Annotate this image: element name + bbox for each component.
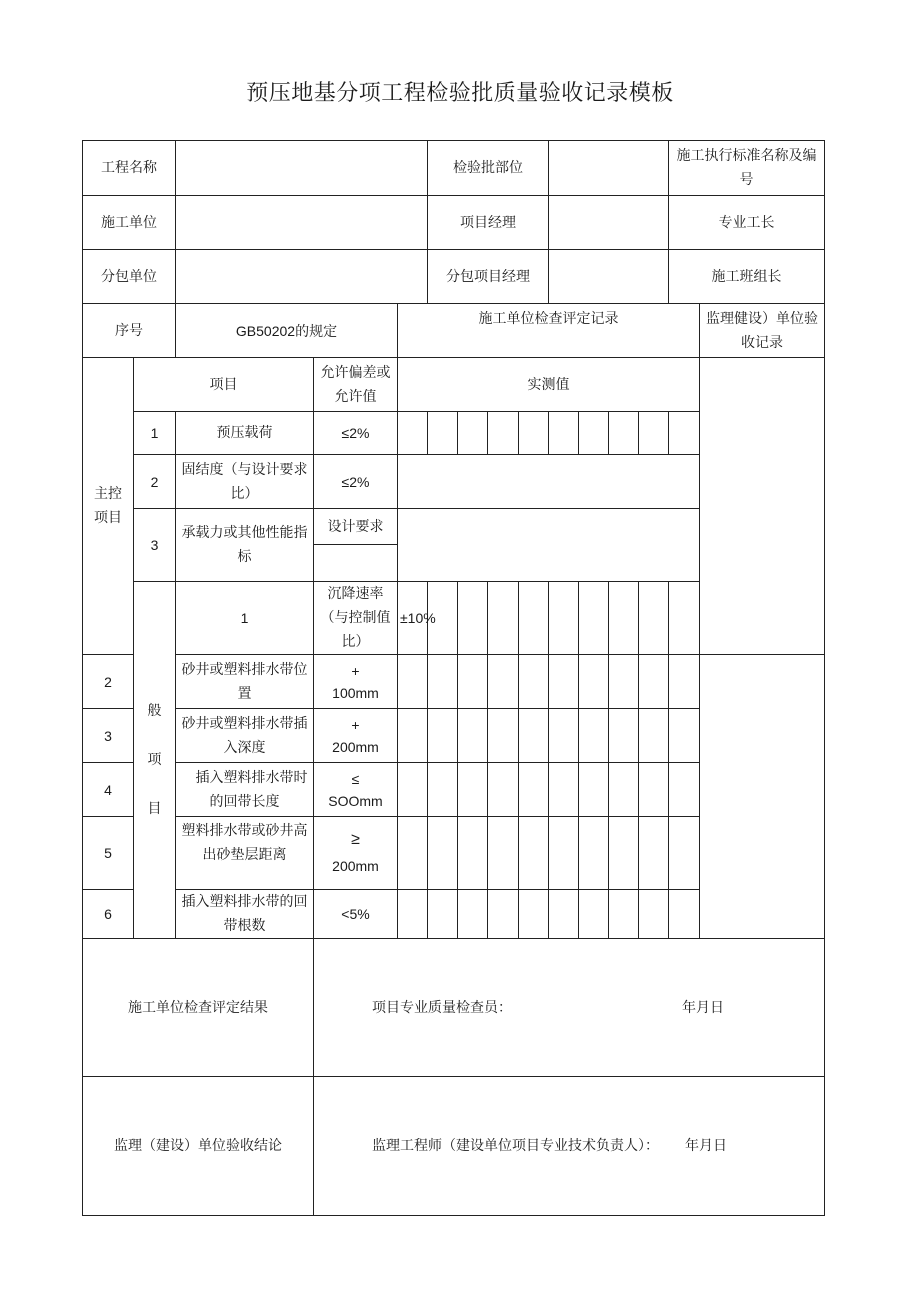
measure-cell[interactable]	[488, 412, 519, 455]
measure-cell[interactable]	[398, 890, 428, 939]
measure-cell[interactable]	[428, 890, 458, 939]
construction-unit-label: 施工单位	[83, 196, 176, 250]
page-title: 预压地基分项工程检验批质量验收记录模板	[246, 81, 674, 106]
measure-cell[interactable]	[609, 582, 639, 655]
header-row-project	[83, 141, 825, 196]
header-row-subcontractor	[83, 250, 825, 304]
sub-manager-label: 分包项目经理	[428, 250, 549, 304]
measure-cell[interactable]	[549, 709, 579, 763]
construction-unit-value[interactable]	[176, 196, 428, 250]
item-name: 塑料排水带或砂井高出砂垫层距离	[176, 817, 314, 890]
supervisor-conclusion-row	[83, 1077, 825, 1216]
item-no: 2	[83, 655, 134, 709]
item-heading: 项目	[134, 358, 314, 412]
measure-cell[interactable]	[609, 763, 639, 817]
measure-cell[interactable]	[398, 763, 428, 817]
item-name: 预压载荷	[176, 412, 314, 455]
measure-cell[interactable]	[579, 763, 609, 817]
measure-cell[interactable]	[488, 655, 519, 709]
measure-cell[interactable]	[669, 412, 700, 455]
measure-cell[interactable]	[428, 655, 458, 709]
measure-cell[interactable]	[458, 412, 488, 455]
item-tolerance: + 100mm	[314, 655, 398, 709]
batch-location-value[interactable]	[549, 141, 669, 196]
measure-cell[interactable]	[669, 709, 700, 763]
item-no: 2	[134, 455, 176, 509]
measure-cell[interactable]	[519, 709, 549, 763]
item-name: 承载力或其他性能指标	[176, 509, 314, 582]
team-leader-label: 施工班组长	[669, 250, 825, 304]
batch-location-label: 检验批部位	[428, 141, 549, 196]
item-tolerance: ±10%	[398, 582, 428, 655]
header-row-construction	[83, 196, 825, 250]
measure-cell[interactable]	[428, 412, 458, 455]
measure-cell[interactable]	[639, 655, 669, 709]
measure-cell[interactable]	[639, 763, 669, 817]
measure-cell[interactable]	[488, 709, 519, 763]
standard-label: 施工执行标准名称及编号	[669, 141, 825, 196]
supervisor-record-heading: 监理健设）单位验收记录	[700, 304, 825, 358]
project-manager-value[interactable]	[549, 196, 669, 250]
measure-cell[interactable]	[519, 890, 549, 939]
date-a: 年月日	[682, 999, 725, 1016]
measure-cell[interactable]	[519, 655, 549, 709]
measure-cell[interactable]	[549, 655, 579, 709]
inspector-label: 项目专业质量检查员：	[372, 999, 512, 1016]
item-tolerance: ≤2%	[314, 455, 398, 509]
project-manager-label: 项目经理	[428, 196, 549, 250]
subcontractor-label: 分包单位	[83, 250, 176, 304]
measure-cell[interactable]	[579, 709, 609, 763]
measure-cell[interactable]	[639, 582, 669, 655]
measure-cell[interactable]	[669, 817, 700, 890]
measured-heading: 实测值	[398, 358, 700, 412]
measure-cell[interactable]	[549, 582, 579, 655]
measure-cell[interactable]	[549, 412, 579, 455]
check-record-heading: 施工单位检查评定记录	[398, 304, 700, 358]
measure-cell[interactable]	[428, 763, 458, 817]
subheading-row	[83, 358, 825, 412]
measure-cell[interactable]	[519, 763, 549, 817]
measure-cell[interactable]	[458, 817, 488, 890]
item-tolerance: + 200mm	[314, 709, 398, 763]
general-item-row-2	[83, 655, 825, 709]
project-name-value[interactable]	[176, 141, 428, 196]
measure-cell[interactable]	[639, 709, 669, 763]
measure-cell[interactable]	[579, 890, 609, 939]
measure-cell[interactable]	[458, 890, 488, 939]
measure-cell[interactable]	[549, 890, 579, 939]
general-group-label: 般 项 目	[134, 582, 176, 939]
item-tolerance: 设计要求	[314, 509, 398, 545]
item-no: 5	[83, 817, 134, 890]
measure-cell[interactable]	[428, 709, 458, 763]
measure-cell[interactable]	[609, 709, 639, 763]
item-no: 3	[134, 509, 176, 582]
supervisor-conclusion-label: 监理（建设）单位验收结论	[83, 1077, 314, 1216]
measure-cell[interactable]	[398, 817, 428, 890]
item-name: 固结度（与设计要求比）	[176, 455, 314, 509]
main-supervisor-cell[interactable]	[700, 358, 825, 655]
item-tolerance: ≤ SOOmm	[314, 763, 398, 817]
item-no: 4	[83, 763, 134, 817]
item-no: 1	[134, 412, 176, 455]
measure-cell[interactable]	[398, 412, 428, 455]
measure-cell[interactable]	[488, 582, 519, 655]
item-no: 1	[176, 582, 314, 655]
measure-cell[interactable]	[398, 655, 428, 709]
general-item-row-4	[83, 763, 825, 817]
measure-cell[interactable]	[458, 582, 488, 655]
item-name: 沉降速率（与控制值比）	[314, 582, 398, 655]
measure-cell[interactable]	[398, 709, 428, 763]
general-item-row-3	[83, 709, 825, 763]
measure-cell[interactable]	[519, 582, 549, 655]
item-no: 3	[83, 709, 134, 763]
measure-cell[interactable]	[458, 709, 488, 763]
measure-cell[interactable]	[609, 890, 639, 939]
item-tolerance: ≤2%	[314, 412, 398, 455]
item-name: 插入塑料排水带的回带根数	[176, 890, 314, 939]
measure-cell[interactable]	[579, 412, 609, 455]
date-b: 年月日	[685, 1138, 728, 1154]
measure-cell[interactable]	[669, 890, 700, 939]
measure-cell[interactable]	[549, 763, 579, 817]
check-result-row	[83, 939, 825, 1077]
check-result-area[interactable]	[314, 939, 825, 1077]
tolerance-heading: 允许偏差或允许值	[314, 358, 398, 412]
general-item-row-6	[83, 890, 825, 939]
engineer-label: 监理工程师（建设单位项目专业技术负责人）：	[372, 1138, 659, 1154]
measure-cell[interactable]	[519, 412, 549, 455]
measure-cell[interactable]	[488, 817, 519, 890]
main-group-label: 主控项目	[83, 358, 134, 655]
measure-cell[interactable]	[669, 582, 700, 655]
measure-cell[interactable]	[639, 817, 669, 890]
measure-cell[interactable]	[458, 763, 488, 817]
measure-cell[interactable]	[488, 763, 519, 817]
project-name-label: 工程名称	[83, 141, 176, 196]
item-name: 砂井或塑料排水带位置	[176, 655, 314, 709]
foreman-label: 专业工长	[669, 196, 825, 250]
measure-merged-cell[interactable]	[398, 509, 700, 582]
spec-heading: GB50202的规定	[176, 304, 398, 358]
measure-cell[interactable]	[549, 817, 579, 890]
measure-cell[interactable]	[488, 890, 519, 939]
measure-cell[interactable]	[609, 817, 639, 890]
measure-merged-cell[interactable]	[398, 455, 700, 509]
measure-cell[interactable]	[579, 582, 609, 655]
inspection-form-table	[82, 140, 825, 1216]
item-name: 砂井或塑料排水带插入深度	[176, 709, 314, 763]
column-heading-row	[83, 304, 825, 358]
measure-cell[interactable]	[428, 817, 458, 890]
measure-cell[interactable]	[609, 412, 639, 455]
check-result-label: 施工单位检查评定结果	[83, 939, 314, 1077]
measure-cell[interactable]	[458, 655, 488, 709]
measure-cell[interactable]	[519, 817, 549, 890]
general-item-row-5	[83, 817, 825, 890]
measure-cell[interactable]	[579, 655, 609, 709]
sub-manager-value[interactable]	[549, 250, 669, 304]
seq-heading: 序号	[83, 304, 176, 358]
measure-cell[interactable]	[639, 890, 669, 939]
item-name: 插入塑料排水带时的回带长度	[176, 763, 314, 817]
measure-cell[interactable]	[639, 412, 669, 455]
tolerance-blank-cell[interactable]	[314, 545, 398, 582]
measure-cell[interactable]	[669, 655, 700, 709]
supervisor-conclusion-area[interactable]	[314, 1077, 825, 1216]
subcontractor-value[interactable]	[176, 250, 428, 304]
measure-cell[interactable]	[579, 817, 609, 890]
item-tolerance: ≥ 200mm	[314, 817, 398, 890]
item-tolerance: <5%	[314, 890, 398, 939]
measure-cell[interactable]	[609, 655, 639, 709]
measure-cell[interactable]	[669, 763, 700, 817]
item-no: 6	[83, 890, 134, 939]
